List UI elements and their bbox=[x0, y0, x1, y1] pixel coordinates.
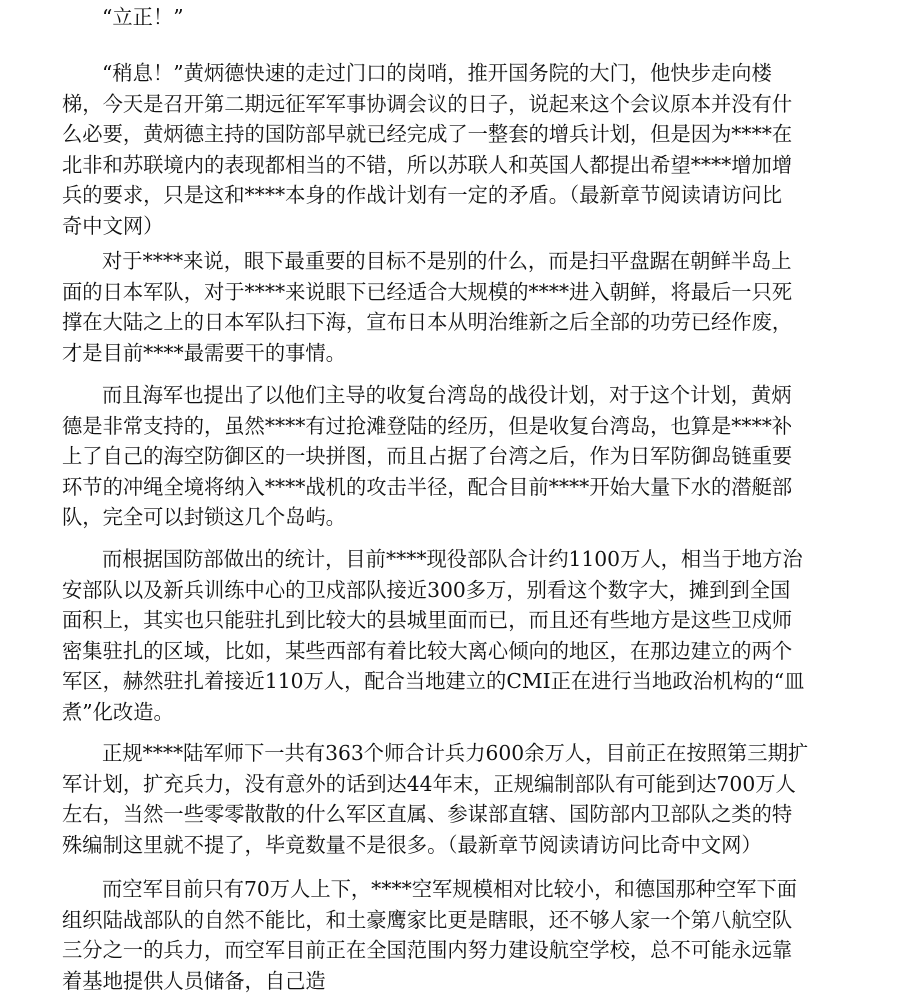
text-line: “稍息！”黄炳德快速的走过门口的岗哨，推开国务院的大门，他快步走向楼 bbox=[102, 61, 772, 85]
text-line: 梯，今天是召开第二期远征军军事协调会议的日子，说起来这个会议原本并没有什 bbox=[62, 91, 793, 116]
text-line: 面的日本军队，对于****来说眼下已经适合大规模的****进入朝鲜，将最后一只死 bbox=[62, 279, 793, 304]
text-line: 组织陆战部队的自然不能比，和土豪鹰家比更是瞎眼，还不够人家一个第八航空队 bbox=[62, 907, 793, 932]
paragraph-1 bbox=[22, 2, 902, 33]
text-line: “立正！” bbox=[102, 5, 184, 29]
text-line: 而且海军也提出了以他们主导的收复台湾岛的战役计划，对于这个计划，黄炳 bbox=[102, 383, 792, 407]
text-line: 上了自己的海空防御区的一块拼图，而且占据了台湾之后，作为日军防御岛链重要 bbox=[62, 444, 793, 469]
text-line: 而空军目前只有70万人上下，****空军规模相对比较小，和德国那种空军下面 bbox=[102, 877, 798, 901]
text-line: 对于****来说，眼下最重要的目标不是别的什么，而是扫平盘踞在朝鲜半岛上 bbox=[102, 249, 792, 273]
text-line: 左右，当然一些零零散散的什么军区直属、参谋部直辖、国防部内卫部队之类的特 bbox=[62, 802, 793, 827]
text-line: 北非和苏联境内的表现都相当的不错，所以苏联人和英国人都提出希望****增加增 bbox=[62, 152, 793, 177]
text-line: 军计划，扩充兵力，没有意外的话到达44年末，正规编制部队有可能到达700万人 bbox=[62, 771, 796, 796]
paragraph-6 bbox=[22, 738, 902, 860]
text-line: 安部队以及新兵训练中心的卫戍部队接近300多万，别看这个数字大，摊到到全国 bbox=[62, 577, 791, 602]
text-line: 么必要，黄炳德主持的国防部早就已经完成了一整套的增兵计划，但是因为****在 bbox=[62, 122, 793, 147]
text-line: 密集驻扎的区域，比如，某些西部有着比较大离心倾向的地区，在那边建立的两个 bbox=[62, 638, 793, 663]
text-line: 奇中文网） bbox=[62, 213, 164, 238]
paragraph-3 bbox=[22, 246, 902, 368]
paragraph-7 bbox=[22, 874, 902, 996]
text-line: 着基地提供人员储备，自己造 bbox=[62, 968, 326, 993]
text-line: 军区，赫然驻扎着接近110万人，配合当地建立的CMI正在进行当地政治机构的“皿 bbox=[62, 669, 805, 694]
text-line: 殊编制这里就不提了，毕竟数量不是很多。（最新章节阅读请访问比奇中文网） bbox=[62, 832, 762, 857]
text-line: 煮”化改造。 bbox=[62, 699, 174, 724]
text-line: 兵的要求，只是这和****本身的作战计划有一定的矛盾。（最新章节阅读请访问比 bbox=[62, 183, 782, 208]
text-line: 三分之一的兵力，而空军目前正在全国范围内努力建设航空学校，总不可能永远靠 bbox=[62, 938, 793, 963]
text-line: 撑在大陆之上的日本军队扫下海，宣布日本从明治维新之后全部的功劳已经作废， bbox=[62, 310, 793, 335]
text-line: 而根据国防部做出的统计，目前****现役部队合计约1100万人，相当于地方治 bbox=[102, 547, 803, 571]
paragraph-5 bbox=[22, 544, 902, 728]
text-line: 面积上，其实也只能驻扎到比较大的县城里面而已，而且还有些地方是这些卫戍师 bbox=[62, 608, 793, 633]
text-line: 德是非常支持的，虽然****有过抢滩登陆的经历，但是收复台湾岛，也算是****补 bbox=[62, 413, 793, 438]
paragraph-4 bbox=[22, 380, 902, 533]
text-line: 正规****陆军师下一共有363个师合计兵力600余万人，目前正在按照第三期扩 bbox=[102, 741, 809, 765]
text-line: 环节的冲绳全境将纳入****战机的攻击半径，配合目前****开始大量下水的潜艇部 bbox=[62, 474, 793, 499]
text-line: 才是目前****最需要干的事情。 bbox=[62, 340, 346, 365]
paragraph-2 bbox=[22, 58, 902, 242]
text-line: 队，完全可以封锁这几个岛屿。 bbox=[62, 505, 346, 530]
